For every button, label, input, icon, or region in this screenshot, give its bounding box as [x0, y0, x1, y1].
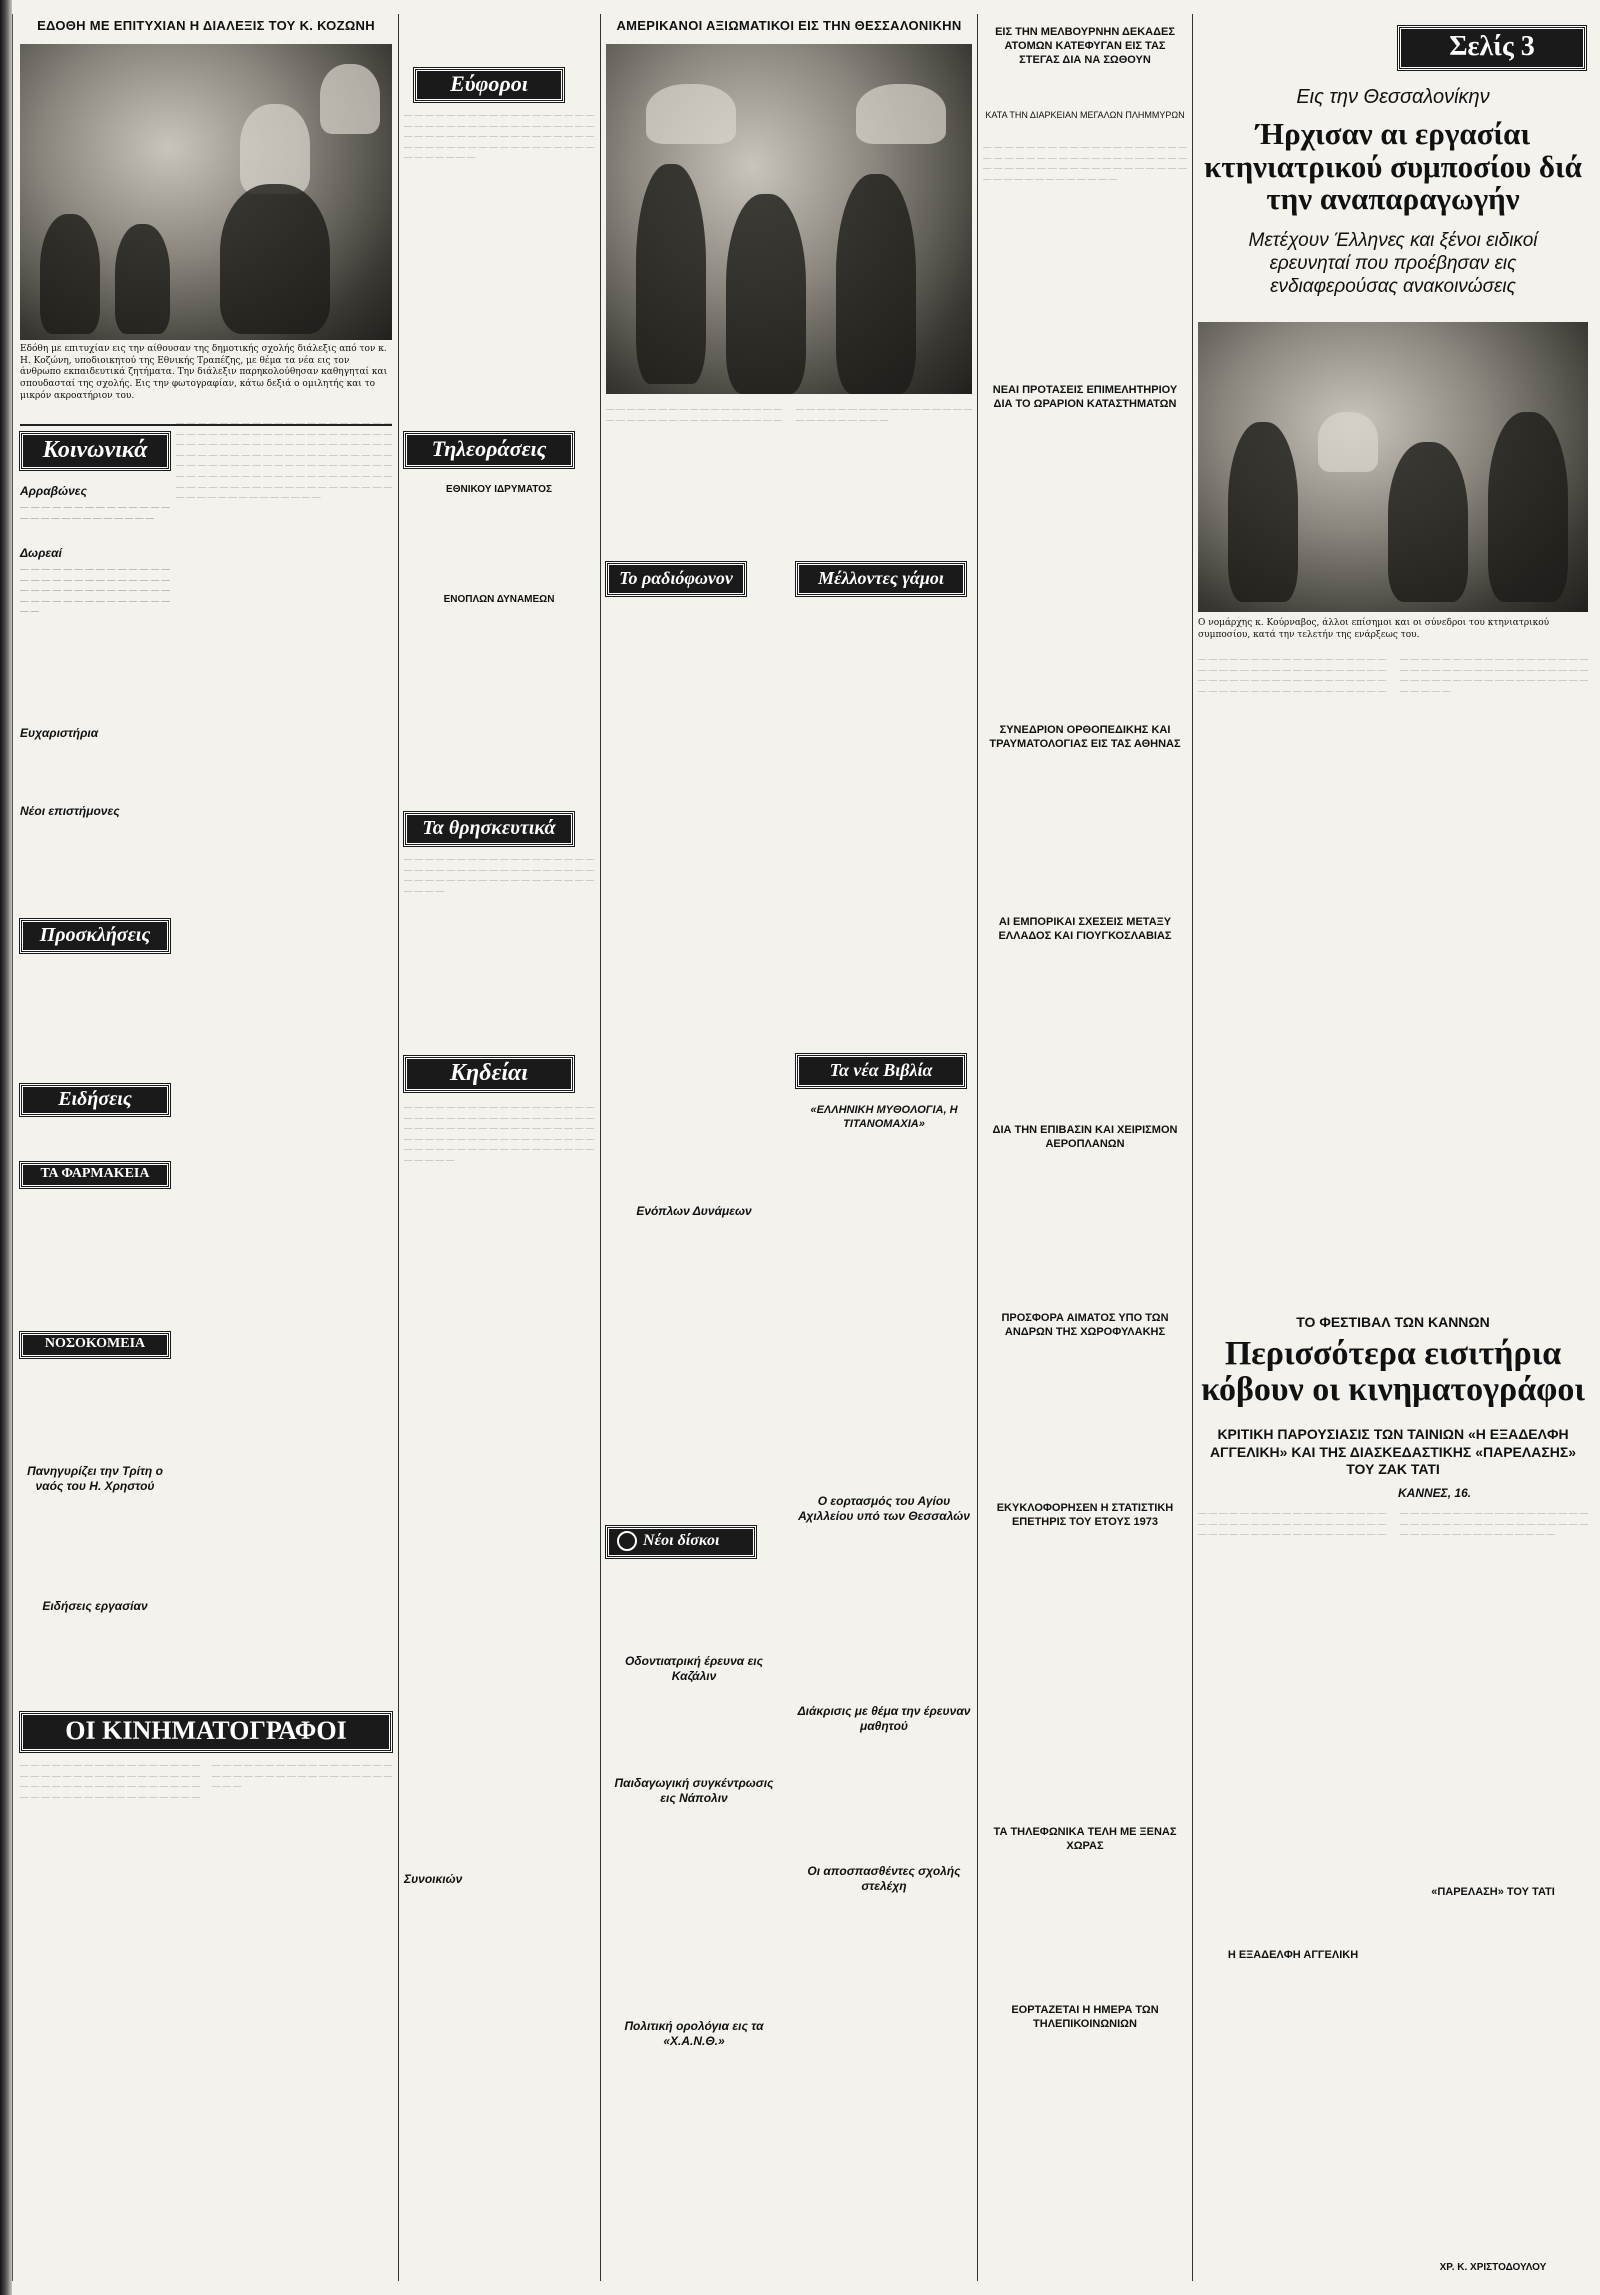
lecture-photo — [20, 44, 392, 340]
synoikion-heading: Συνοικιών — [404, 1872, 463, 1886]
statistiki-headline: ΕΚΥΚΛΟΦΟΡΗΣΕΝ Η ΣΤΑΤΙΣΤΙΚΗ ΕΠΕΤΗΡΙΣ ΤΟΥ ΕΤΟΥΣ 1973 — [996, 1502, 1174, 1528]
kinimatografoi-banner: ΟΙ ΚΙΝΗΜΑΤΟΓΡΑΦΟΙ — [20, 1712, 392, 1752]
arravones-heading: Αρραβώνες — [20, 484, 87, 498]
eidiseis-ergasion-heading: Ειδήσεις εργασίαν — [42, 1599, 148, 1613]
koinonika-banner: Κοινωνικά — [20, 432, 170, 470]
festival-subheadline: ΚΡΙΤΙΚΗ ΠΑΡΟΥΣΙΑΣΙΣ ΤΩΝ ΤΑΙΝΙΩΝ «Η ΕΞΑΔΕΛΦΗ ΑΓΓΕΛΙΚΗ» ΚΑΙ ΤΗΣ ΔΙΑΣΚΕΔΑΣΤΙΚΗΣ «ΠΑΡΕΛΑΣΗΣ» ΤΟΥ ΖΑΚ ΤΑΤΙ — [1209, 1426, 1577, 1477]
proskliseis-banner: Προσκλήσεις — [20, 919, 170, 953]
dorea-heading: Δωρεαί — [20, 546, 62, 560]
page-number-banner: Σελίς 3 — [1398, 26, 1586, 70]
dorea-text: — — — — — — — — — — — — — — — — — — — — — — — — — — — — — — — — — — — — — — — — — — — — — — — — — — — — — — — — — — — [20, 564, 170, 616]
officers-photo — [606, 44, 972, 394]
melbourne-subheadline: ΚΑΤΑ ΤΗΝ ΔΙΑΡΚΕΙΑΝ ΜΕΓΑΛΩΝ ΠΛΗΜΜΥΡΩΝ — [985, 110, 1185, 120]
record-disc-icon — [617, 1531, 637, 1551]
cinema-listings: — — — — — — — — — — — — — — — — — — — — — — — — — — — — — — — — — — — — — — — — — — — — — — — — — — — — — — — — — — — — — — — — — — — — — — — — — — — — — — — — — — — — — — — — — — — — — — — — — — — — — — — — — — [20, 1760, 392, 1801]
mythology-heading: «ΕΛΛΗΝΙΚΗ ΜΥΘΟΛΟΓΙΑ, Η ΤΙΤΑΝΟΜΑΧΙΑ» — [810, 1104, 958, 1130]
nea-vivlia-banner: Τα νέα Βιβλία — [796, 1054, 966, 1088]
symposium-photo-caption: Ο νομάρχης κ. Κούρναβος, άλλοι επίσημοι και οι σύνεδροι του κτηνιατρικού συμποσίου, κατά την τελετήν της ενάρξεως του. — [1198, 618, 1550, 640]
farmakeia-banner: ΤΑ ΦΑΡΜΑΚΕΙΑ — [20, 1162, 170, 1188]
eortasmos-heading: Ο εορτασμός του Αγίου Αχιλλείου υπό των Θεσσαλών — [798, 1494, 970, 1523]
kideiai-banner: Κηδείαι — [404, 1056, 574, 1092]
festival-headline: Περισσότερα εισιτήρια κόβουν οι κινηματογράφοι — [1201, 1335, 1585, 1408]
tilefonika-headline: ΤΑ ΤΗΛΕΦΩΝΙΚΑ ΤΕΛΗ ΜΕ ΞΕΝΑΣ ΧΩΡΑΣ — [993, 1826, 1177, 1852]
column-rule — [1192, 14, 1193, 2281]
symposium-photo — [1198, 322, 1588, 612]
lecture-photo-caption: Εδόθη με επιτυχίαν εις την αίθουσαν της δημοτικής σχολής διάλεξις από τον κ. Η. Κοζώνη, υποδιοικητού της Εθνικής Τραπέζης, με θέμα τα νέα εις τον άνθρωπο εκπαιδευτικά ζητήματα. Την διάλεξιν παρηκολούθησαν καθηγηταί και σπουδασταί της σχολής. Εις την φωτογραφίαν, κάτω δεξιά ο ομιλητής και το μικρόν ακροατήριον του. — [20, 344, 388, 401]
festival-kicker: ΤΟ ΦΕΣΤΙΒΑΛ ΤΩΝ ΚΑΝΝΩΝ — [1296, 1314, 1490, 1330]
eforoi-text: — — — — — — — — — — — — — — — — — — — — — — — — — — — — — — — — — — — — — — — — — — — — — — — — — — — — — — — — — — — — — — — — — — — — — — — — — — — — — — — — [404, 110, 594, 162]
parelasi-subhead: «ΠΑΡΕΛΑΣΗ» ΤΟΥ ΤΑΤΙ — [1431, 1886, 1555, 1898]
binding-edge — [12, 14, 13, 2281]
column-rule — [977, 14, 978, 2281]
enoplon-dynameon-heading: ΕΝΟΠΛΩΝ ΔΥΝΑΜΕΩΝ — [443, 594, 555, 605]
politiki-heading: Πολιτική ορολόγια εις τα «Χ.Α.Ν.Θ.» — [624, 2019, 764, 2048]
nees-protaseis-headline: ΝΕΑΙ ΠΡΟΤΑΣΕΙΣ ΕΠΙΜΕΛΗΤΗΡΙΟΥ ΔΙΑ ΤΟ ΩΡΑΡΙΟΝ ΚΑΤΑΣΤΗΜΑΤΩΝ — [992, 384, 1178, 410]
eforoi-banner: Εύφοροι — [414, 68, 564, 102]
prosfora-headline: ΠΡΟΣΦΟΡΑ ΑΙΜΑΤΟΣ ΥΠΟ ΤΩΝ ΑΝΔΡΩΝ ΤΗΣ ΧΩΡΟΦΥΛΑΚΗΣ — [1001, 1312, 1169, 1338]
enoplon-radio-heading: Ενόπλων Δυνάμεων — [636, 1204, 752, 1218]
column-5 — [1198, 14, 1588, 2281]
epivatikon-headline: ΔΙΑ ΤΗΝ ΕΠΙΒΑΣΙΝ ΚΑΙ ΧΕΙΡΙΣΜΟΝ ΑΕΡΟΠΛΑΝΩΝ — [992, 1124, 1178, 1150]
article-byline: ΧΡ. Κ. ΧΡΙΣΤΟΔΟΥΛΟΥ — [1439, 2262, 1547, 2273]
neoi-diskoi-banner — [606, 1526, 756, 1558]
radiofono-banner: Το ραδιόφωνον — [606, 562, 746, 596]
thessaloniki-kicker: Εις την Θεσσαλονίκην — [1296, 86, 1490, 108]
column-2 — [404, 14, 594, 2281]
symposium-article-text: — — — — — — — — — — — — — — — — — — — — — — — — — — — — — — — — — — — — — — — — — — — — — — — — — — — — — — — — — — — — — — — — — — — — — — — — — — — — — — — — — — — — — — — — — — — — — — — — — — — — — — — — — — — — — — — — — — — — — — — — — — — — — — — — — — — — [1198, 654, 1588, 695]
apospaseis-heading: Οι αποσπασθέντες σχολής στελέχη — [807, 1864, 961, 1893]
page-binding-shadow — [0, 0, 12, 2295]
melbourne-text: — — — — — — — — — — — — — — — — — — — — — — — — — — — — — — — — — — — — — — — — — — — — — — — — — — — — — — — — — — — — — — — — — — — — — — — [983, 142, 1187, 183]
officers-article-text: — — — — — — — — — — — — — — — — — — — — — — — — — — — — — — — — — — — — — — — — — — — — — — — — — — — — — — — — — — — — — [606, 404, 972, 424]
kideiai-text: — — — — — — — — — — — — — — — — — — — — — — — — — — — — — — — — — — — — — — — — — — — — — — — — — — — — — — — — — — — — — — — — — — — — — — — — — — — — — — — — — — — — — — — — — — — — — — — — [404, 1102, 594, 1164]
festival-article-text: — — — — — — — — — — — — — — — — — — — — — — — — — — — — — — — — — — — — — — — — — — — — — — — — — — — — — — — — — — — — — — — — — — — — — — — — — — — — — — — — — — — — — — — — — — — — — — — — — — — — — — — — — — [1198, 1508, 1588, 1539]
panigyrizei-heading: Πανηγυρίζει την Τρίτη ο ναός του Η. Χρηστού — [27, 1464, 163, 1493]
emporikai-headline: ΑΙ ΕΜΠΟΡΙΚΑΙ ΣΧΕΣΕΙΣ ΜΕΤΑΞΥ ΕΛΛΑΔΟΣ ΚΑΙ ΓΙΟΥΓΚΟΣΛΑΒΙΑΣ — [998, 916, 1172, 942]
arravones-text: — — — — — — — — — — — — — — — — — — — — — — — — — — — — [20, 502, 170, 522]
melbourne-headline: ΕΙΣ ΤΗΝ ΜΕΛΒΟΥΡΝΗΝ ΔΕΚΑΔΕΣ ΑΤΟΜΩΝ ΚΑΤΕΦΥΓΑΝ ΕΙΣ ΤΑΣ ΣΤΕΓΑΣ ΔΙΑ ΝΑ ΣΩΘΟΥΝ — [995, 26, 1175, 66]
neoi-diskoi-label: Νέοι δίσκοι — [643, 1532, 720, 1549]
ethnikou-idrymatos-heading: ΕΘΝΙΚΟΥ ΙΔΡΥΜΑΤΟΣ — [446, 484, 552, 495]
efxaristiria-heading: Ευχαριστήρια — [20, 726, 99, 740]
symposium-subheadline: Μετέχουν Έλληνες και ξένοι ειδικοί ερευνηταί που προέβησαν εις ενδιαφερούσας ανακοινώσεις — [1248, 230, 1538, 297]
column-4 — [983, 14, 1187, 2281]
symposium-headline: Ήρχισαν αι εργασίαι κτηνιατρικού συμποσίου διά την αναπαραγωγήν — [1204, 116, 1582, 217]
tileoraseis-banner: Τηλεοράσεις — [404, 432, 574, 468]
column-3 — [606, 14, 972, 2281]
paidagogiki-heading: Παιδαγωγική συγκέντρωσις εις Νάπολιν — [614, 1776, 774, 1805]
exadelfi-subhead: Η ΕΞΑΔΕΛΦΗ ΑΓΓΕΛΙΚΗ — [1227, 1949, 1359, 1961]
column-rule — [600, 14, 601, 2281]
mellontes-gamoi-banner: Μέλλοντες γάμοι — [796, 562, 966, 596]
eidiseis-banner: Ειδήσεις — [20, 1084, 170, 1116]
odontiatriki-heading: Οδοντιατρική έρευνα εις Καζάλιν — [624, 1654, 764, 1683]
amerikanoi-headline: ΑΜΕΡΙΚΑΝΟΙ ΑΞΙΩΜΑΤΙΚΟΙ ΕΙΣ ΤΗΝ ΘΕΣΣΑΛΟΝΙΚΗΝ — [616, 18, 962, 33]
thriskeftika-banner: Τα θρησκευτικά — [404, 812, 574, 846]
column-rule — [398, 14, 399, 2281]
neoi-epistimones-heading: Νέοι επιστήμονες — [20, 804, 120, 818]
festival-dateline: ΚΑΝΝΕΣ, 16. — [1398, 1486, 1472, 1500]
diakrisis-heading: Διάκρισις με θέμα την έρευναν μαθητού — [797, 1704, 971, 1733]
nosokomeia-banner: ΝΟΣΟΚΟΜΕΙΑ — [20, 1332, 170, 1358]
kozoni-headline: ΕΔΟΘΗ ΜΕ ΕΠΙΤΥΧΙΑΝ Η ΔΙΑΛΕΞΙΣ ΤΟΥ Κ. ΚΟΖΩΝΗ — [37, 18, 375, 33]
eortazetai-headline: ΕΟΡΤΑΖΕΤΑΙ Η ΗΜΕΡΑ ΤΩΝ ΤΗΛΕΠΙΚΟΙΝΩΝΙΩΝ — [1011, 2004, 1159, 2030]
synedrion-headline: ΣΥΝΕΔΡΙΟΝ ΟΡΘΟΠΕΔΙΚΗΣ ΚΑΙ ΤΡΑΥΜΑΤΟΛΟΓΙΑΣ ΕΙΣ ΤΑΣ ΑΘΗΝΑΣ — [989, 724, 1181, 750]
col1-right-body: — — — — — — — — — — — — — — — — — — — — — — — — — — — — — — — — — — — — — — — — — — — — — — — — — — — — — — — — — — — — — — — — — — — — — — — — — — — — — — — — — — — — — — — — — — — — — — — — — — — — — — — — — — — — — — — — — — — — — — — — — — — — — — — — — — — — — — — — — — — — — — — — — — — — — — — — — — — [176, 418, 392, 502]
thriskeftika-text: — — — — — — — — — — — — — — — — — — — — — — — — — — — — — — — — — — — — — — — — — — — — — — — — — — — — — — — — — — — [404, 854, 594, 895]
